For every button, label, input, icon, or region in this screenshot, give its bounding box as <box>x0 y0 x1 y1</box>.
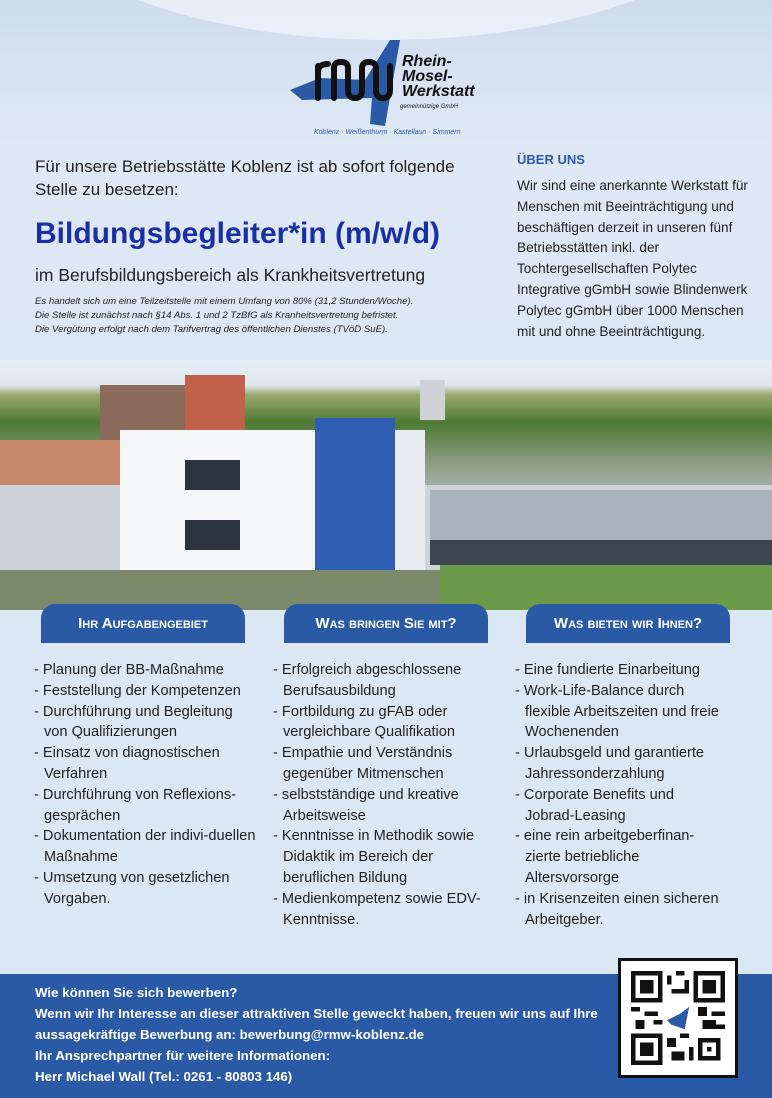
job-notes <box>35 295 413 337</box>
list-item: - Erfolgreich abgeschlossene Berufsausbildung <box>273 662 462 699</box>
logo-legal: gemeinnützige GmbH <box>400 104 459 110</box>
list-item: - Umsetzung von gesetzlichen Vorgaben. <box>34 869 230 907</box>
list-item: - Fortbildung zu gFAB oder vergleichbare Qualifikation <box>273 703 455 741</box>
footer-line: Ihr Ansprechpartner für weitere Informationen: <box>35 1048 331 1063</box>
heading-benefits: Was bieten wir Ihnen? <box>526 604 730 643</box>
list-item: - Durchführung von Reflexions-gesprächen <box>34 786 236 824</box>
list-item: - Dokumentation der indivi-duellen Maßnahme <box>34 828 256 866</box>
company-logo <box>290 38 490 138</box>
about-text: Wir sind eine anerkannte Werkstatt für Menschen mit Beeinträchtigung und beschäftigen derzeit in unseren fünf Betriebsstätten inkl. der Tochtergesellschaften Polytec Integrative gGmbH sowie Blindenwerk Polytec gGmbH über 1000 Menschen mit und ohne Beeinträchtigung. <box>517 178 748 339</box>
tasks-list <box>34 660 259 910</box>
logo-mark-icon <box>290 38 400 130</box>
footer-line: Wie können Sie sich bewerben? <box>35 985 238 1000</box>
heading-requirements: Was bringen Sie mit? <box>284 604 488 643</box>
list-item: - Empathie und Verständnis gegenüber Mitmenschen <box>273 745 453 782</box>
logo-locations: Koblenz · Weißenthurm · Kastellaun · Simmern <box>314 129 461 136</box>
about-heading: ÜBER UNS <box>517 152 585 167</box>
footer-line: Wenn wir Ihr Interesse an dieser attraktiven Stelle geweckt haben, freuen wir uns auf Ihre <box>35 1006 598 1021</box>
qr-code-icon <box>631 971 725 1065</box>
qr-code[interactable] <box>618 958 738 1078</box>
list-item: - Planung der BB-Maßnahme <box>34 662 224 678</box>
heading-tasks: Ihr Aufgabengebiet <box>41 604 245 643</box>
note-line: Es handelt sich um eine Teilzeitstelle mit einem Umfang von 80% (31,2 Stunden/Woche). <box>35 296 414 307</box>
note-line: Die Stelle ist zunächst nach §14 Abs. 1 und 2 TzBfG als Kranheitsvertretung befristet. <box>35 310 399 321</box>
list-item: - eine rein arbeitgeberfinan-zierte betriebliche Altersvorsorge <box>515 828 695 886</box>
list-item: - selbstständige und kreative Arbeitsweise <box>273 786 459 824</box>
building-photo <box>0 360 772 610</box>
list-item: - in Krisenzeiten einen sicheren Arbeitgeber. <box>515 890 719 928</box>
requirements-list <box>273 660 498 930</box>
list-item: - Corporate Benefits und Jobrad-Leasing <box>515 786 674 824</box>
note-line: Die Vergütung erfolgt nach dem Tarifvertrag des öffentlichen Dienstes (TVöD SuE). <box>35 324 388 335</box>
about-us <box>517 152 752 342</box>
benefits-list <box>515 660 720 930</box>
list-item: - Durchführung und Begleitung von Qualifizierungen <box>34 703 233 741</box>
list-item: - Einsatz von diagnostischen Verfahren <box>34 745 220 782</box>
job-title: Bildungsbegleiter*in (m/w/d) <box>35 217 441 250</box>
logo-name: Rhein- Mosel- Werkstatt <box>402 53 475 100</box>
list-item: - Feststellung der Kompetenzen <box>34 682 241 699</box>
footer-line: Herr Michael Wall (Tel.: 0261 - 80803 146) <box>35 1069 293 1084</box>
intro-text: Für unsere Betriebsstätte Koblenz ist ab sofort folgende Stelle zu besetzen: <box>35 157 455 199</box>
list-item: - Eine fundierte Einarbeitung <box>515 662 700 678</box>
list-item: - Urlaubsgeld und garantierte Jahressonderzahlung <box>515 745 705 782</box>
list-item: - Medienkompetenz sowie EDV-Kenntnisse. <box>273 890 481 928</box>
list-item: - Work-Life-Balance durch flexible Arbeitszeiten und freie Wochenenden <box>515 682 719 741</box>
footer-line[interactable]: aussagekräftige Bewerbung an: bewerbung@rmw-koblenz.de <box>35 1027 425 1042</box>
list-item: - Kenntnisse in Methodik sowie Didaktik im Bereich der beruflichen Bildung <box>273 828 475 886</box>
job-subtitle: im Berufsbildungsbereich als Krankheitsvertretung <box>35 265 426 285</box>
